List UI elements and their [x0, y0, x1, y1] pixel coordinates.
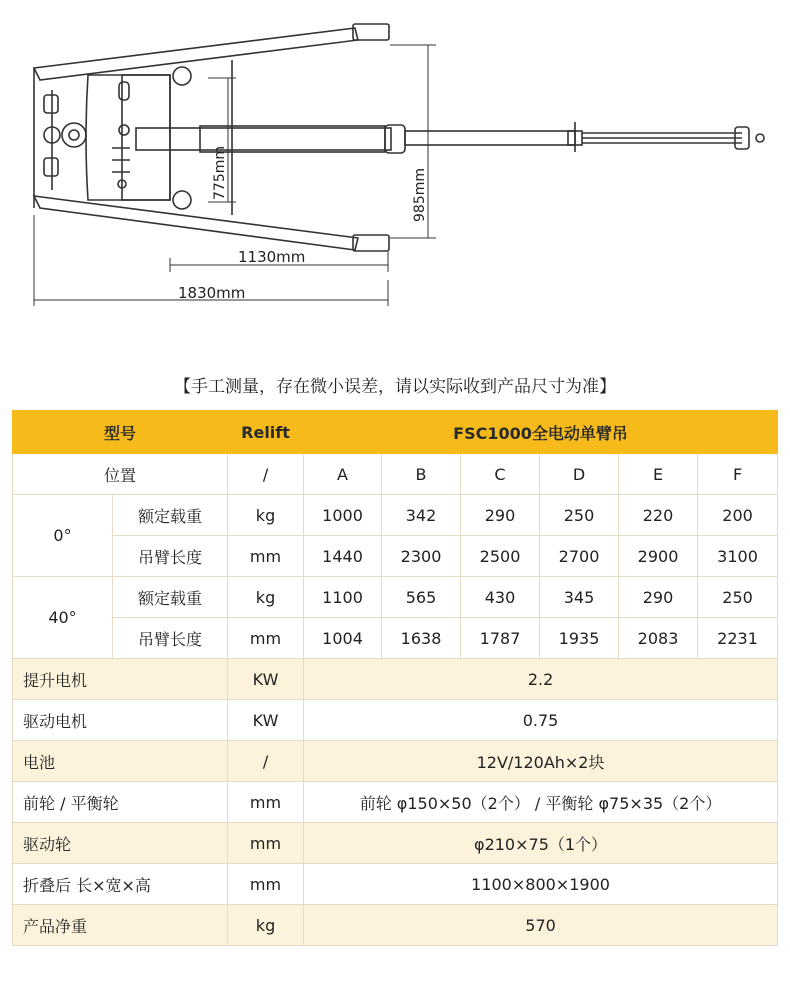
row-unit: mm — [228, 536, 304, 577]
spec-value: 0.75 — [304, 700, 778, 741]
spec-value: 570 — [304, 905, 778, 946]
angle-0-label: 0° — [13, 495, 113, 577]
spec-unit: / — [228, 741, 304, 782]
crane-top-view-drawing — [0, 0, 790, 330]
value-cell: 2900 — [619, 536, 698, 577]
spec-unit: mm — [228, 782, 304, 823]
spec-label: 驱动电机 — [13, 700, 228, 741]
spec-value: 1100×800×1900 — [304, 864, 778, 905]
spec-row — [13, 823, 778, 864]
table-row — [13, 495, 778, 536]
value-cell: 250 — [698, 577, 778, 618]
spec-label: 提升电机 — [13, 659, 228, 700]
spec-row — [13, 659, 778, 700]
value-cell: 1100 — [304, 577, 382, 618]
position-col: B — [382, 454, 461, 495]
brand-cell: Relift — [228, 411, 304, 454]
position-label: 位置 — [13, 454, 228, 495]
table-row — [13, 618, 778, 659]
position-row — [13, 454, 778, 495]
spec-value: 前轮 φ150×50（2个） / 平衡轮 φ75×35（2个） — [304, 782, 778, 823]
spec-value: 12V/120Ah×2块 — [304, 741, 778, 782]
dim-1830-label: 1830mm — [178, 284, 246, 302]
position-col: E — [619, 454, 698, 495]
model-name: FSC1000全电动单臂吊 — [304, 411, 778, 454]
spec-row — [13, 864, 778, 905]
value-cell: 1787 — [461, 618, 540, 659]
row-unit: kg — [228, 577, 304, 618]
value-cell: 1440 — [304, 536, 382, 577]
spec-label: 前轮 / 平衡轮 — [13, 782, 228, 823]
spec-unit: mm — [228, 864, 304, 905]
value-cell: 290 — [619, 577, 698, 618]
spec-value: 2.2 — [304, 659, 778, 700]
spec-unit: KW — [228, 700, 304, 741]
spec-label: 驱动轮 — [13, 823, 228, 864]
value-cell: 3100 — [698, 536, 778, 577]
dim-985-label: 985mm — [412, 168, 428, 222]
value-cell: 2500 — [461, 536, 540, 577]
row-unit: kg — [228, 495, 304, 536]
value-cell: 345 — [540, 577, 619, 618]
value-cell: 1935 — [540, 618, 619, 659]
value-cell: 2700 — [540, 536, 619, 577]
spec-row — [13, 741, 778, 782]
value-cell: 430 — [461, 577, 540, 618]
spec-unit: mm — [228, 823, 304, 864]
measurement-disclaimer: 【手工测量，存在微小误差，请以实际收到产品尺寸为准】 — [174, 377, 616, 397]
spec-row — [13, 700, 778, 741]
header-row — [13, 411, 778, 454]
value-cell: 2300 — [382, 536, 461, 577]
row-unit: mm — [228, 618, 304, 659]
table-row — [13, 536, 778, 577]
value-cell: 1004 — [304, 618, 382, 659]
row-label: 吊臂长度 — [113, 536, 228, 577]
row-label: 额定载重 — [113, 495, 228, 536]
value-cell: 1638 — [382, 618, 461, 659]
value-cell: 565 — [382, 577, 461, 618]
value-cell: 220 — [619, 495, 698, 536]
spec-label: 折叠后 长×宽×高 — [13, 864, 228, 905]
dim-1130-label: 1130mm — [238, 248, 306, 266]
value-cell: 200 — [698, 495, 778, 536]
position-col: C — [461, 454, 540, 495]
spec-row — [13, 905, 778, 946]
value-cell: 250 — [540, 495, 619, 536]
value-cell: 290 — [461, 495, 540, 536]
position-unit: / — [228, 454, 304, 495]
table-row — [13, 577, 778, 618]
dim-775-label: 775mm — [212, 146, 228, 200]
position-col: A — [304, 454, 382, 495]
spec-label: 产品净重 — [13, 905, 228, 946]
position-col: F — [698, 454, 778, 495]
value-cell: 2083 — [619, 618, 698, 659]
spec-value: φ210×75（1个） — [304, 823, 778, 864]
row-label: 额定载重 — [113, 577, 228, 618]
angle-40-label: 40° — [13, 577, 113, 659]
spec-row — [13, 782, 778, 823]
value-cell: 1000 — [304, 495, 382, 536]
spec-table — [12, 410, 778, 946]
value-cell: 2231 — [698, 618, 778, 659]
spec-unit: KW — [228, 659, 304, 700]
spec-label: 电池 — [13, 741, 228, 782]
position-col: D — [540, 454, 619, 495]
model-label: 型号 — [13, 411, 228, 454]
value-cell: 342 — [382, 495, 461, 536]
row-label: 吊臂长度 — [113, 618, 228, 659]
spec-unit: kg — [228, 905, 304, 946]
